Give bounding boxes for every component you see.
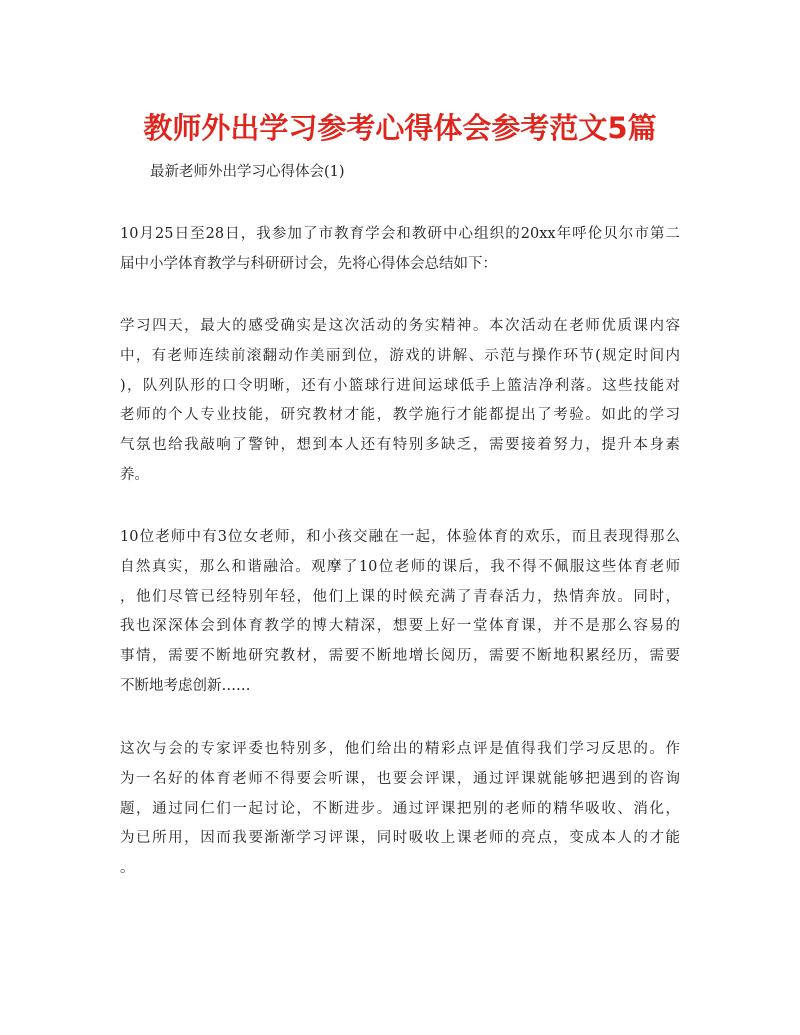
paragraph-line: 老师的个人专业技能，研究教材才能，教学施行才能都提出了考验。如此的学习 bbox=[120, 407, 680, 424]
paragraph-4 bbox=[120, 735, 680, 884]
paragraph-line: 学习四天，最大的感受确实是这次活动的务实精神。本次活动在老师优质课内容 bbox=[120, 318, 680, 334]
paragraph-line: 不断地考虑创新…… bbox=[120, 677, 251, 694]
paragraph-line: 。 bbox=[120, 860, 135, 877]
paragraph-line: 自然真实，那么和谐融洽。观摩了10位老师的课后，我不得不佩服这些体育老师 bbox=[120, 558, 680, 575]
paragraph-line: 为已所用，因而我要渐渐学习评课，同时吸收上课老师的亮点，变成本人的才能 bbox=[120, 830, 680, 847]
paragraph-line: 中，有老师连续前滚翻动作美丽到位，游戏的讲解、示范与操作环节(规定时间内 bbox=[120, 347, 680, 364]
paragraph-2 bbox=[120, 312, 680, 491]
paragraph-line: )，队列队形的口令明晰，还有小篮球行进间运球低手上篮洁净利落。这些技能对 bbox=[120, 377, 680, 394]
paragraph-line: 10位老师中有3位女老师，和小孩交融在一起，体验体育的欢乐，而且表现得那么 bbox=[120, 529, 680, 545]
paragraph-line: 养。 bbox=[120, 466, 149, 483]
paragraph-line: 为一名好的体育老师不得要会听课，也要会评课，通过评课就能够把遇到的咨询 bbox=[120, 770, 680, 787]
paragraph-line: ，他们尽管已经特别年轻，他们上课的时候充满了青春活力，热情奔放。同时， bbox=[120, 588, 680, 605]
paragraph-line: 气氛也给我敲响了警钟，想到本人还有特别多缺乏，需要接着努力，提升本身素 bbox=[120, 437, 680, 454]
paragraph-line: 题，通过同仁们一起讨论，不断进步。通过评课把别的老师的精华吸收、消化， bbox=[120, 800, 680, 817]
paragraph-line: 事情，需要不断地研究教材，需要不断地增长阅历，需要不断地积累经历，需要 bbox=[120, 648, 680, 665]
paragraph-line: 我也深深体会到体育教学的博大精深，想要上好一堂体育课，并不是那么容易的 bbox=[120, 618, 680, 635]
paragraph-3 bbox=[120, 523, 680, 702]
document-title: 教师外出学习参考心得体会参考范文5篇 bbox=[143, 111, 657, 145]
paragraph-1 bbox=[120, 220, 680, 280]
paragraph-line: 10月25日至28日，我参加了市教育学会和教研中心组织的20xx年呼伦贝尔市第二 bbox=[120, 226, 680, 242]
document-subtitle: 最新老师外出学习心得体会(1) bbox=[150, 164, 345, 180]
paragraph-line: 这次与会的专家评委也特别多，他们给出的精彩点评是值得我们学习反思的。作 bbox=[120, 741, 680, 757]
paragraph-line: 届中小学体育教学与科研研讨会，先将心得体会总结如下： bbox=[120, 255, 497, 272]
